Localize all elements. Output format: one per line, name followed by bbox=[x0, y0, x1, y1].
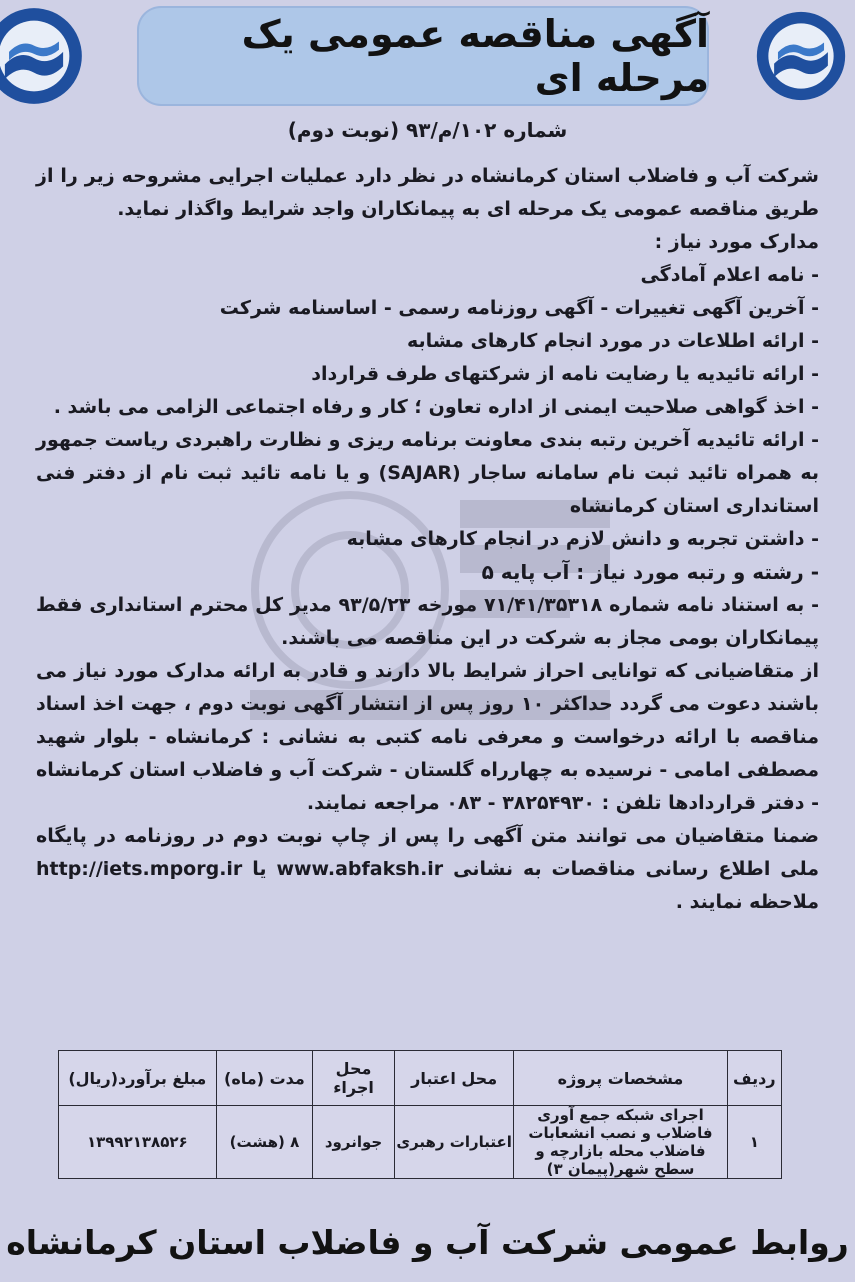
document-item: - اخذ گواهی صلاحیت ایمنی از اداره تعاون ؛ کار و رفاه اجتماعی الزامی می باشد . bbox=[53, 396, 819, 418]
document-item: - داشتن تجربه و دانش لازم در انجام کارهای مشابه bbox=[346, 528, 819, 550]
website-link-abfaksh[interactable]: www.abfaksh.ir bbox=[276, 858, 444, 880]
website-note bbox=[36, 820, 819, 919]
company-logo-icon bbox=[0, 4, 86, 108]
invitation-paragraph: از متقاضیانی که توانایی احراز شرایط بالا دارند و قادر به ارائه مدارک مورد نیاز می باشند دعوت می گردد حداکثر ۱۰ روز پس از انتشار آگهی نوبت دوم ، جهت اخذ اسناد مناقصه با ارائه درخواست و معرفی نامه کتبی به نشانی : کرمانشاه - بلوار شهید مصطفی امامی - نرسیده به چهارراه گلستان - شرکت آب و فاضلاب استان کرمانشاه - دفتر قراردادها تلفن : ۳۸۲۵۴۹۳۰ - ۰۸۳ مراجعه نمایند. bbox=[36, 660, 819, 814]
document-item: - ارائه تائیدیه یا رضایت نامه از شرکتهای طرف قرارداد bbox=[311, 363, 819, 385]
cell-project: اجرای شبکه جمع آوری فاضلاب و نصب انشعابات فاضلاب محله بازارچه و سطح شهر(پیمان ۳) bbox=[514, 1106, 727, 1179]
announcement-body bbox=[36, 160, 819, 919]
grade-heading: - رشته و رتبه مورد نیاز : آب پایه ۵ bbox=[481, 560, 819, 584]
cell-row-number: ۱ bbox=[727, 1106, 781, 1179]
cell-location: جوانرود bbox=[313, 1106, 395, 1179]
header-project: مشخصات پروژه bbox=[514, 1051, 727, 1106]
header-row-number: ردیف bbox=[727, 1051, 781, 1106]
header-amount: مبلغ برآورد(ریال) bbox=[59, 1051, 217, 1106]
intro-paragraph: شرکت آب و فاضلاب استان کرمانشاه در نظر دارد عملیات اجرایی مشروحه زیر را از طریق مناقصه عمومی یک مرحله ای به پیمانکاران واجد شرایط واگذار نماید. bbox=[36, 165, 819, 220]
document-item: - ارائه اطلاعات در مورد انجام کارهای مشابه bbox=[406, 330, 819, 352]
or-text: یا bbox=[252, 858, 267, 880]
company-logo-icon bbox=[753, 8, 849, 104]
document-item: - نامه اعلام آمادگی bbox=[640, 264, 819, 286]
header-duration: مدت (ماه) bbox=[216, 1051, 313, 1106]
website-note-text: ضمنا متقاضیان می توانند متن آگهی را پس از چاپ نوبت دوم در روزنامه در پایگاه ملی اطلاع رسانی مناقصات به نشانی bbox=[36, 825, 819, 880]
cell-amount: ۱۳۹۹۲۱۳۸۵۲۶ bbox=[59, 1106, 217, 1179]
letter-note: - به استناد نامه شماره ۷۱/۴۱/۳۵۳۱۸ مورخه ۹۳/۵/۲۳ مدیر کل محترم استانداری فقط پیمانکاران بومی مجاز به شرکت در این مناقصه می باشند. bbox=[36, 594, 819, 649]
title-banner bbox=[137, 6, 709, 106]
table-header-row bbox=[59, 1051, 782, 1106]
website-note-end: ملاحظه نمایند . bbox=[675, 891, 819, 913]
header-location: محل اجراء bbox=[313, 1051, 395, 1106]
tender-table bbox=[58, 1050, 782, 1179]
tender-number: شماره ۱۰۲/م/۹۳ (نوبت دوم) bbox=[287, 118, 568, 142]
cell-credit: اعتبارات رهبری bbox=[394, 1106, 514, 1179]
documents-heading: مدارک مورد نیاز : bbox=[654, 231, 819, 253]
cell-duration: ۸ (هشت) bbox=[216, 1106, 313, 1179]
document-item: - آخرین آگهی تغییرات - آگهی روزنامه رسمی - اساسنامه شرکت bbox=[219, 297, 819, 319]
document-item: - ارائه تائیدیه آخرین رتبه بندی معاونت برنامه ریزی و نظارت راهبردی ریاست جمهور به همراه تائید ثبت نام سامانه ساجار (SAJAR) و یا نامه تائید ثبت نام از دفتر فنی استانداری استان کرمانشاه bbox=[36, 429, 819, 517]
table-row bbox=[59, 1106, 782, 1179]
page-title: آگهی مناقصه عمومی یک مرحله ای bbox=[241, 12, 709, 100]
footer-signature: روابط عمومی شرکت آب و فاضلاب استان کرمانشاه bbox=[6, 1223, 849, 1262]
header-credit: محل اعتبار bbox=[394, 1051, 514, 1106]
website-link-iets[interactable]: http://iets.mporg.ir bbox=[36, 858, 243, 880]
